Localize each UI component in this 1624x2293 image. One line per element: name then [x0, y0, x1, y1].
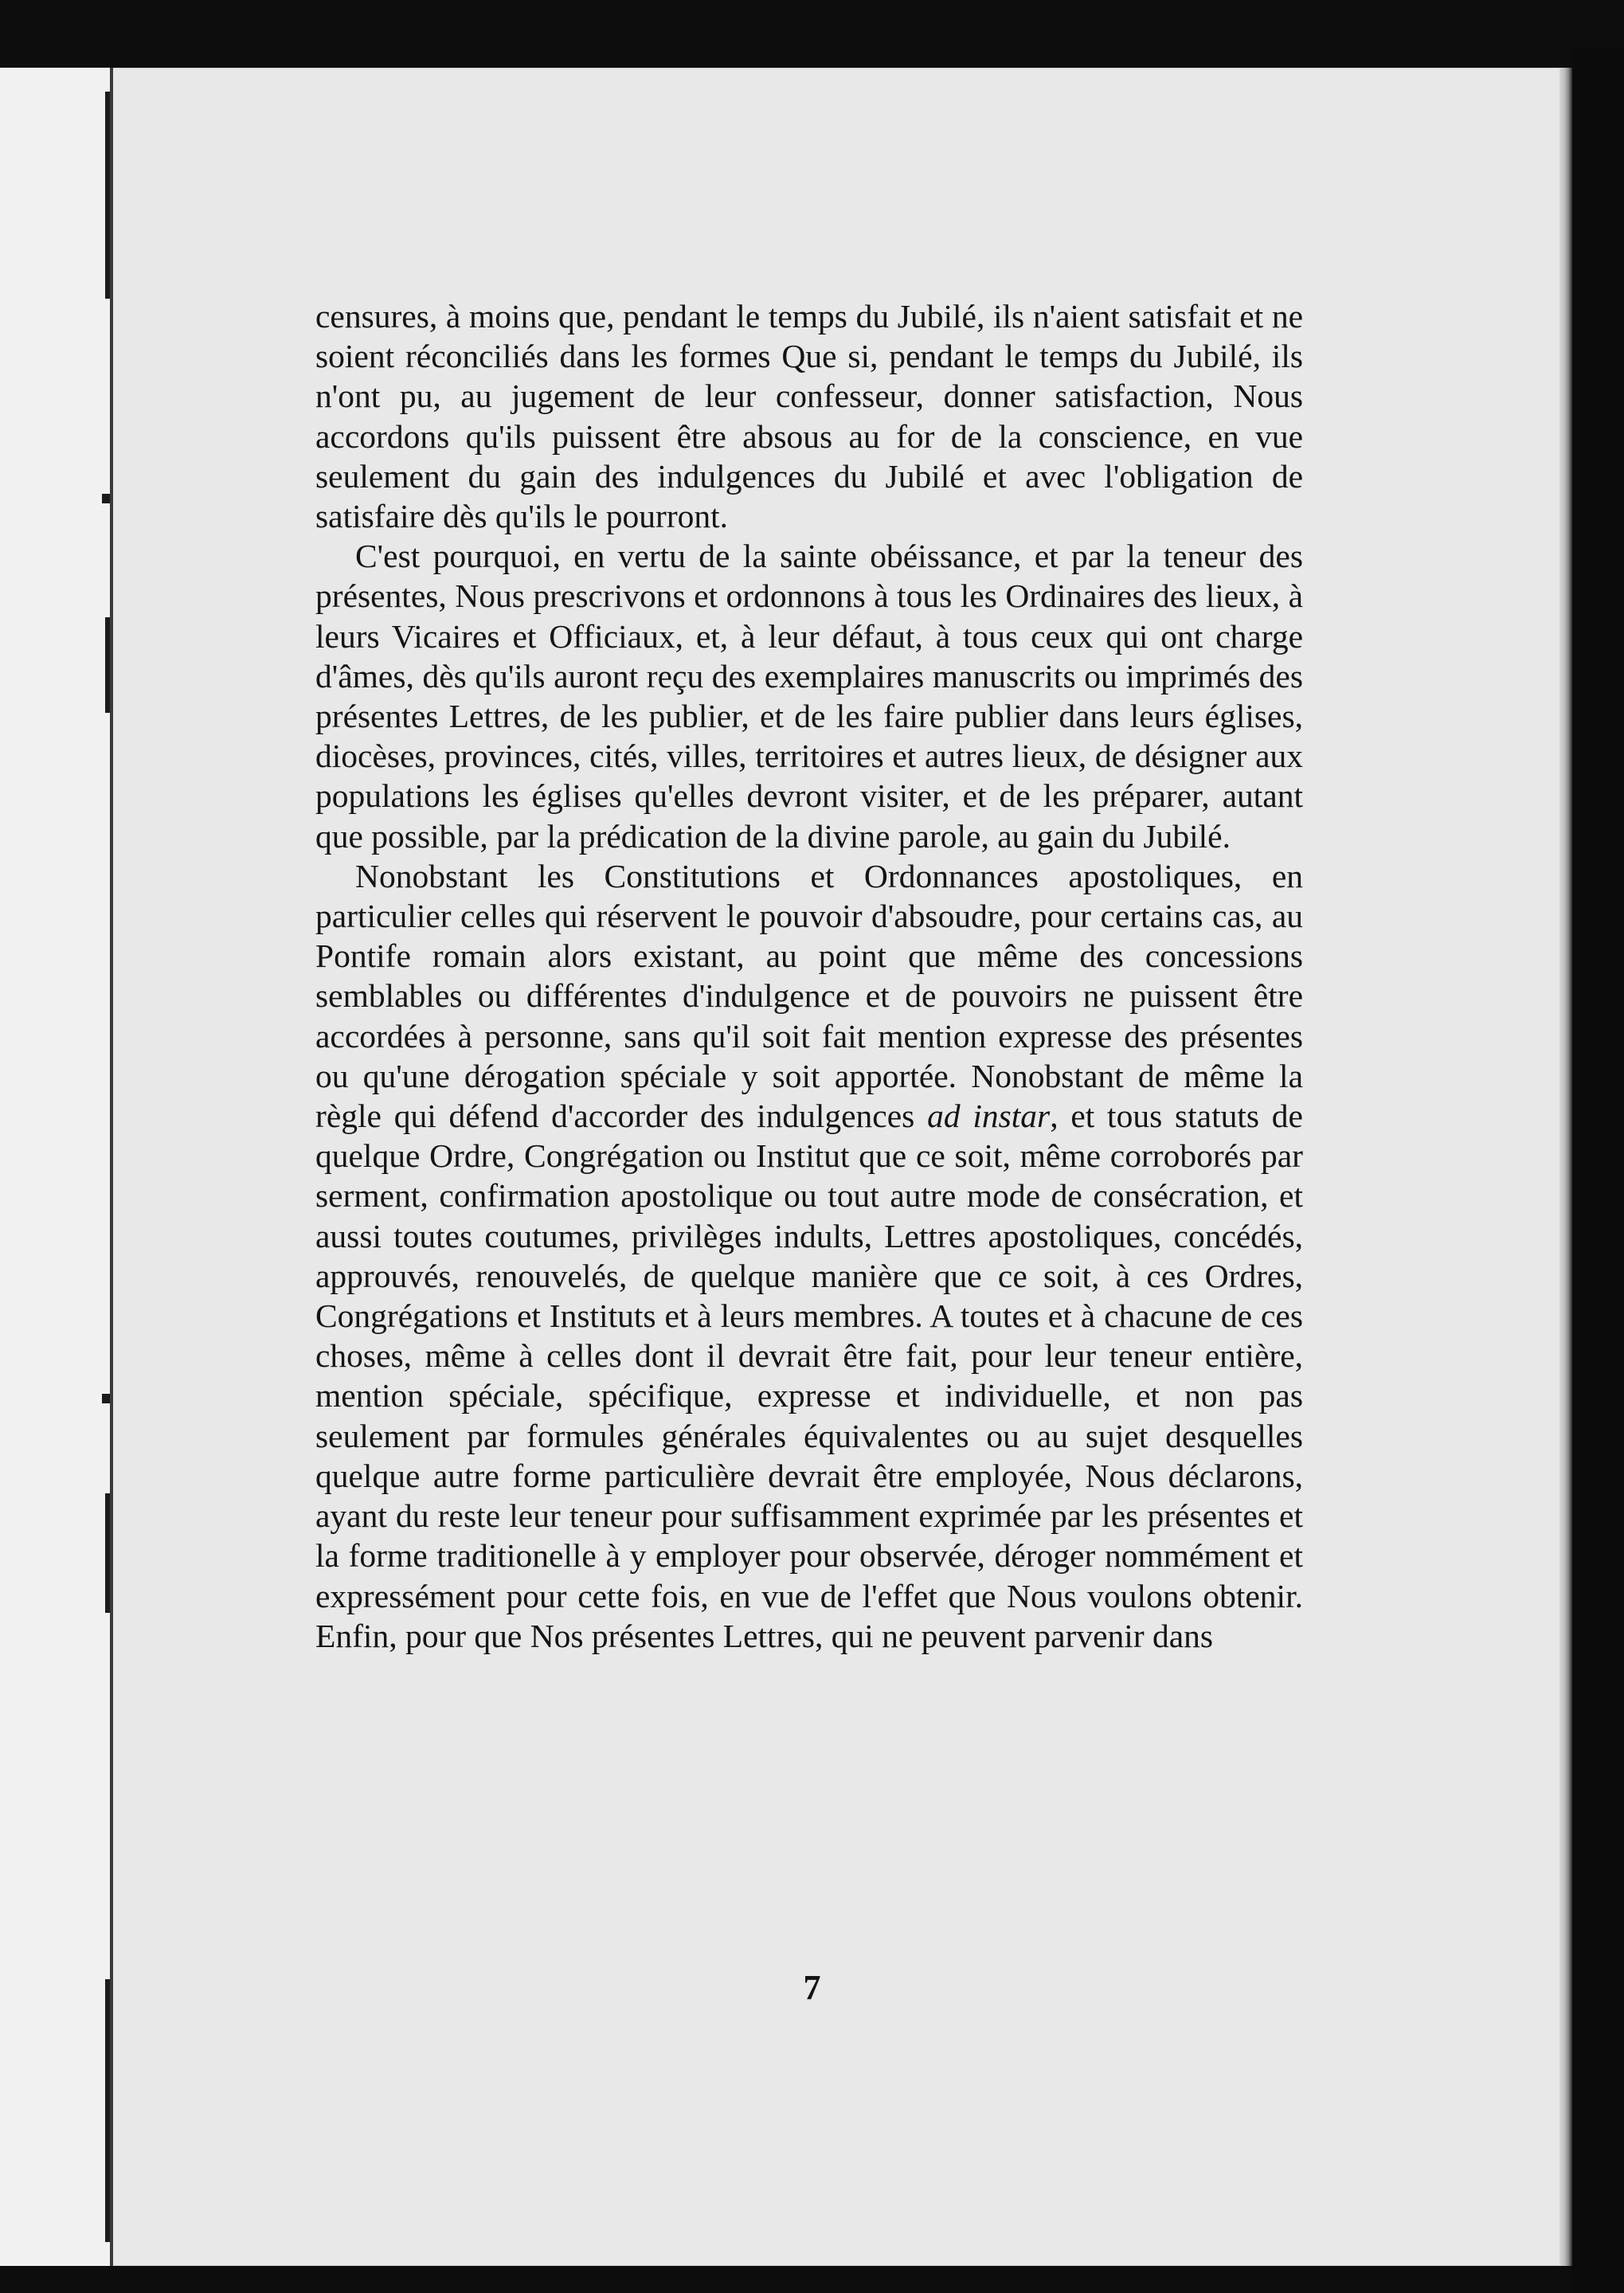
page-right-edge	[1559, 68, 1572, 2266]
paragraph-3-part-2: , et tous statuts de quelque Ordre, Congrégation ou Institut que ce soit, même corroborés par serment, confirmation apostolique ou tout autre mode de consécration, et aussi toutes coutumes, privilèges indults, Lettres apostoliques, concédés, approuvés, renouvelés, de quelque manière que ce soit, à ces Ordres, Congrégations et Instituts et à leurs membres. A toutes et à chacune de ces choses, même à celles dont il devrait être fait, pour leur teneur entière, mention spéciale, spécifique, expresse et individuelle, et non pas seulement par formules générales équivalentes ou au sujet desquelles quelque autre forme particulière devrait être employée, Nous déclarons, ayant du reste leur teneur pour suffisamment exprimée par les présentes et la forme traditionelle à y employer pour observée, déroger nommément et expressément pour cette fois, en vue de l'effet que Nous voulons obtenir. Enfin, pour que Nos présentes Lettres, qui ne peuvent parvenir dans	[315, 1098, 1303, 1654]
paragraph-3	[315, 856, 1303, 1656]
left-margin-strip	[0, 68, 110, 2266]
page-left-edge	[110, 68, 113, 2266]
paragraph-2: C'est pourquoi, en vertu de la sainte obéissance, et par la teneur des présentes, Nous prescrivons et ordonnons à tous les Ordinaires des lieux, à leurs Vicaires et Officiaux, et, à leur défaut, à tous ceux qui ont charge d'âmes, dès qu'ils auront reçu des exemplaires manuscrits ou imprimés des présentes Lettres, de les publier, et de les faire publier dans leurs églises, diocèses, provinces, cités, villes, territoires et autres lieux, de désigner aux populations les églises qu'elles devront visiter, et de les préparer, autant que possible, par la prédication de la divine parole, au gain du Jubilé.	[315, 538, 1303, 855]
page-number: 7	[803, 1968, 821, 2007]
paragraph-3-part-1: Nonobstant les Constitutions et Ordonnances apostoliques, en particulier celles qui réservent le pouvoir d'absoudre, pour certains cas, au Pontife romain alors existant, au point que même des concessions semblables ou différentes d'indulgence et de pouvoirs ne puissent être accordées à personne, sans qu'il soit fait mention expresse des présentes ou qu'une dérogation spéciale y soit apportée. Nonobstant de même la règle qui défend d'accorder des indulgences	[315, 857, 1303, 1135]
body-text	[315, 296, 1303, 1656]
italic-phrase: ad instar	[927, 1098, 1051, 1135]
paragraph-1: censures, à moins que, pendant le temps du Jubilé, ils n'aient satisfait et ne soient réconciliés dans les formes Que si, pendant le temps du Jubilé, ils n'ont pu, au jugement de leur confesseur, donner satisfaction, Nous accordons qu'ils puissent être absous au for de la conscience, en vue seulement du gain des indulgences du Jubilé et avec l'obligation de satisfaire dès qu'ils le pourront.	[315, 298, 1303, 535]
right-margin-strip	[1572, 48, 1624, 2293]
